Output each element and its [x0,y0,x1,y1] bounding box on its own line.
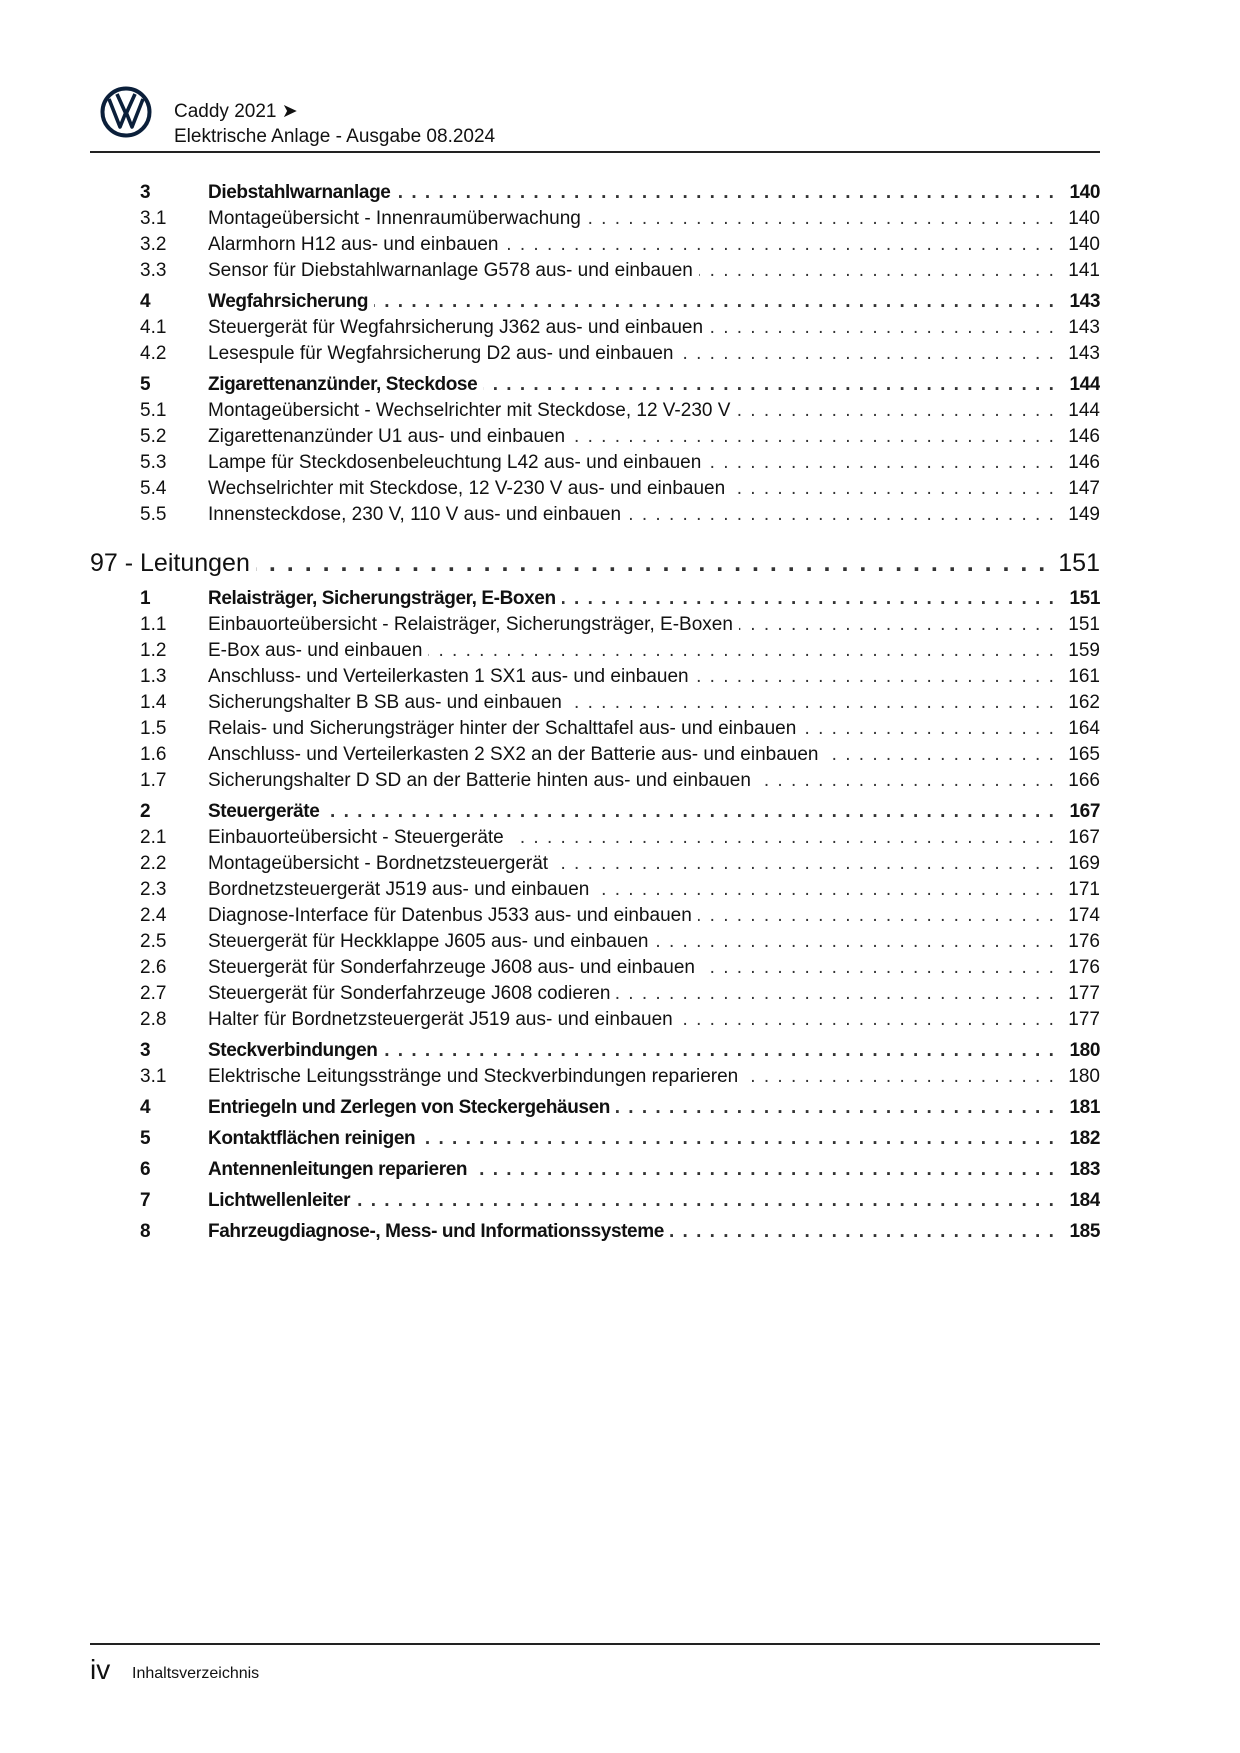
toc-entry-row[interactable] [90,315,1100,341]
toc-page: 149 [1068,504,1100,525]
toc-page: 184 [1069,1190,1100,1211]
toc-number: 1 [140,588,151,609]
toc-title-cell [208,690,1054,716]
toc-title-cell [208,476,1054,502]
toc-number: 2.6 [140,957,167,978]
toc-entry-row[interactable] [90,450,1100,476]
toc-number: 2 [140,801,151,822]
toc-page: 140 [1069,182,1100,203]
toc-page: 161 [1068,666,1100,687]
toc-number: 5.2 [140,426,167,447]
toc-number: 3.2 [140,234,167,255]
toc-chapter-row[interactable] [90,1038,1100,1064]
toc-title: Innensteckdose, 230 V, 110 V aus- und einbauen [208,504,627,525]
toc-title: Sicherungshalter D SD an der Batterie hinten aus- und einbauen [208,770,757,791]
toc-page: 151 [1069,588,1100,609]
toc-title-cell [208,638,1054,664]
toc-title-cell [208,398,1054,424]
toc-title-cell [208,258,1054,284]
toc-chapter-row[interactable] [90,1126,1100,1152]
toc-title: Relais- und Sicherungsträger hinter der Schalttafel aus- und einbauen [208,718,802,739]
vw-logo-icon [100,86,152,138]
toc-title-cell [208,1157,1054,1183]
toc-title: Lesespule für Wegfahrsicherung D2 aus- und einbauen [208,343,679,364]
toc-entry-row[interactable] [90,716,1100,742]
toc-page: 151 [1068,614,1100,635]
toc-entry-row[interactable] [90,258,1100,284]
toc-entry-row[interactable] [90,502,1100,528]
toc-title: E-Box aus- und einbauen [208,640,428,661]
toc-title-cell [208,768,1054,794]
toc-title: Bordnetzsteuergerät J519 aus- und einbauen [208,879,595,900]
toc-title: Montageübersicht - Bordnetzsteuergerät [208,853,554,874]
toc-page: 176 [1068,931,1100,952]
toc-title: Montageübersicht - Wechselrichter mit Steckdose, 12 V-230 V [208,400,736,421]
toc-title-cell [208,612,1054,638]
toc-title: Sensor für Diebstahlwarnanlage G578 aus- und einbauen [208,260,699,281]
toc-number: 1.7 [140,770,167,791]
toc-title-cell [208,1064,1054,1090]
toc-number: 2.8 [140,1009,167,1030]
toc-number: 2.2 [140,853,167,874]
document-subtitle: Elektrische Anlage - Ausgabe 08.2024 [174,126,496,147]
toc-title-cell [208,799,1054,825]
toc-title-cell [208,315,1054,341]
toc-page: 165 [1068,744,1100,765]
toc-page: 169 [1068,853,1100,874]
toc-page: 146 [1068,452,1100,473]
toc-chapter-row[interactable] [90,1157,1100,1183]
toc-title: Diagnose-Interface für Datenbus J533 aus- und einbauen [208,905,698,926]
toc-title-cell [208,289,1054,315]
toc-section-heading[interactable] [90,544,1100,582]
toc-entry-row[interactable] [90,206,1100,232]
toc-title: Anschluss- und Verteilerkasten 2 SX2 an der Batterie aus- und einbauen [208,744,825,765]
toc-title-cell [208,716,1054,742]
toc-title: Relaisträger, Sicherungsträger, E-Boxen [208,588,562,609]
toc-group-96 [90,180,1100,528]
toc-number: 1.6 [140,744,167,765]
toc-number: 5.4 [140,478,167,499]
toc-title-cell [208,586,1054,612]
toc-number: 5 [140,374,151,395]
toc-title: Steuergerät für Sonderfahrzeuge J608 codieren [208,983,616,1004]
toc-title-cell [208,825,1054,851]
toc-page: 180 [1069,1040,1100,1061]
toc-number: 1.2 [140,640,167,661]
toc-page: 183 [1069,1159,1100,1180]
toc-number: 8 [140,1221,151,1242]
toc-title-cell [208,742,1054,768]
toc-number: 2.7 [140,983,167,1004]
toc-title: Fahrzeugdiagnose-, Mess- und Informationssysteme [208,1221,670,1242]
toc-number: 2.1 [140,827,167,848]
toc-page: 147 [1068,478,1100,499]
toc-number: 5.1 [140,400,167,421]
toc-page: 140 [1068,234,1100,255]
toc-title: Alarmhorn H12 aus- und einbauen [208,234,504,255]
toc-title: Zigarettenanzünder, Steckdose [208,374,483,395]
toc-title-cell [208,502,1054,528]
toc-chapter-row[interactable] [90,1219,1100,1245]
toc-title-cell [208,180,1054,206]
toc-title: Sicherungshalter B SB aus- und einbauen [208,692,568,713]
toc-number: 3.1 [140,1066,167,1087]
toc-chapter-row[interactable] [90,289,1100,315]
toc-page: 167 [1068,827,1100,848]
toc-group-97 [90,586,1100,1245]
toc-number: 5.3 [140,452,167,473]
toc-entry-row[interactable] [90,851,1100,877]
toc-title-cell [208,664,1054,690]
toc-page: 144 [1069,374,1100,395]
toc-title: Einbauorteübersicht - Steuergeräte [208,827,510,848]
toc-number: 3.1 [140,208,167,229]
toc-title-cell [208,1188,1054,1214]
toc-number: 2.4 [140,905,167,926]
toc-title-cell [208,232,1054,258]
toc-entry-row[interactable] [90,877,1100,903]
toc-entry-row[interactable] [90,742,1100,768]
toc-title: Anschluss- und Verteilerkasten 1 SX1 aus- und einbauen [208,666,695,687]
toc-title-cell [208,903,1054,929]
toc-entry-row[interactable] [90,768,1100,794]
toc-page: 141 [1068,260,1100,281]
toc-number: 4 [140,1097,151,1118]
toc-number: 6 [140,1159,151,1180]
toc-entry-row[interactable] [90,612,1100,638]
toc-title: Kontaktflächen reinigen [208,1128,421,1149]
section-title: 97 - Leitungen [90,549,256,577]
toc-entry-row[interactable] [90,476,1100,502]
toc-title: Steuergerät für Wegfahrsicherung J362 aus- und einbauen [208,317,709,338]
toc-entry-row[interactable] [90,232,1100,258]
toc-number: 3.3 [140,260,167,281]
toc-title: Montageübersicht - Innenraumüberwachung [208,208,587,229]
toc-title-cell [208,1095,1054,1121]
toc-title-cell [208,450,1054,476]
toc-page: 167 [1069,801,1100,822]
footer-page-number: iv [90,1654,111,1685]
toc-entry-row[interactable] [90,929,1100,955]
section-page: 151 [1058,549,1100,577]
toc-number: 3 [140,182,151,203]
toc-entry-row[interactable] [90,825,1100,851]
toc-title-cell [208,1219,1054,1245]
toc-number: 4 [140,291,151,312]
toc-title-cell [208,1007,1054,1033]
toc-title-cell [208,1126,1054,1152]
toc-page: 185 [1069,1221,1100,1242]
toc-entry-row[interactable] [90,955,1100,981]
toc-chapter-row[interactable] [90,180,1100,206]
toc-page: 146 [1068,426,1100,447]
toc-title: Einbauorteübersicht - Relaisträger, Sicherungsträger, E-Boxen [208,614,739,635]
toc-title: Zigarettenanzünder U1 aus- und einbauen [208,426,571,447]
toc-title-cell [208,877,1054,903]
toc-page: 159 [1068,640,1100,661]
toc-number: 1.3 [140,666,167,687]
toc-title: Entriegeln und Zerlegen von Steckergehäusen [208,1097,616,1118]
toc-page: 176 [1068,957,1100,978]
toc-page: 144 [1068,400,1100,421]
toc-page: 166 [1068,770,1100,791]
toc-page: 162 [1068,692,1100,713]
toc-title-cell [208,929,1054,955]
toc-entry-row[interactable] [90,341,1100,367]
toc-title-cell [208,206,1054,232]
toc-page: 177 [1068,983,1100,1004]
toc-entry-row[interactable] [90,690,1100,716]
toc-title: Wegfahrsicherung [208,291,374,312]
toc-page: 143 [1068,317,1100,338]
toc-title-cell [208,424,1054,450]
toc-page: 181 [1069,1097,1100,1118]
toc-number: 1.5 [140,718,167,739]
toc-page: 140 [1068,208,1100,229]
toc-page: 171 [1068,879,1100,900]
toc-page: 164 [1068,718,1100,739]
document-title: Caddy 2021 ➤ [174,101,298,122]
toc-chapter-row[interactable] [90,1095,1100,1121]
footer-label: Inhaltsverzeichnis [132,1665,260,1682]
toc-chapter-row[interactable] [90,1188,1100,1214]
toc-number: 1.1 [140,614,167,635]
toc-entry-row[interactable] [90,398,1100,424]
toc-number: 4.1 [140,317,167,338]
toc-entry-row[interactable] [90,424,1100,450]
toc-number: 2.3 [140,879,167,900]
header-divider [90,151,1100,153]
toc-number: 4.2 [140,343,167,364]
toc-title: Lampe für Steckdosenbeleuchtung L42 aus- und einbauen [208,452,707,473]
toc-title: Wechselrichter mit Steckdose, 12 V-230 V aus- und einbauen [208,478,731,499]
toc-number: 1.4 [140,692,167,713]
toc-chapter-row[interactable] [90,799,1100,825]
toc-entry-row[interactable] [90,1007,1100,1033]
toc-title-cell [208,341,1054,367]
toc-title: Antennenleitungen reparieren [208,1159,473,1180]
toc-title: Steuergerät für Sonderfahrzeuge J608 aus- und einbauen [208,957,701,978]
toc-number: 5 [140,1128,151,1149]
toc-title: Elektrische Leitungsstränge und Steckverbindungen reparieren [208,1066,744,1087]
toc-page: 143 [1069,291,1100,312]
table-of-contents [90,180,1100,1245]
page-header [90,76,1100,152]
toc-title: Diebstahlwarnanlage [208,182,396,203]
toc-title: Lichtwellenleiter [208,1190,356,1211]
toc-title-cell [208,1038,1054,1064]
toc-number: 5.5 [140,504,167,525]
toc-title-cell [208,955,1054,981]
toc-page: 182 [1069,1128,1100,1149]
toc-page: 180 [1068,1066,1100,1087]
toc-title: Halter für Bordnetzsteuergerät J519 aus- und einbauen [208,1009,679,1030]
toc-entry-row[interactable] [90,664,1100,690]
toc-chapter-row[interactable] [90,586,1100,612]
toc-entry-row[interactable] [90,903,1100,929]
toc-number: 3 [140,1040,151,1061]
toc-number: 7 [140,1190,151,1211]
footer-divider [90,1643,1100,1645]
toc-title-cell [208,981,1054,1007]
toc-number: 2.5 [140,931,167,952]
toc-chapter-row[interactable] [90,372,1100,398]
toc-entry-row[interactable] [90,1064,1100,1090]
toc-page: 174 [1068,905,1100,926]
toc-title-cell [208,372,1054,398]
toc-title: Steuergerät für Heckklappe J605 aus- und einbauen [208,931,654,952]
toc-title: Steckverbindungen [208,1040,384,1061]
toc-entry-row[interactable] [90,981,1100,1007]
toc-title-cell [208,851,1054,877]
toc-page: 177 [1068,1009,1100,1030]
toc-title: Steuergeräte [208,801,325,822]
toc-entry-row[interactable] [90,638,1100,664]
toc-page: 143 [1068,343,1100,364]
